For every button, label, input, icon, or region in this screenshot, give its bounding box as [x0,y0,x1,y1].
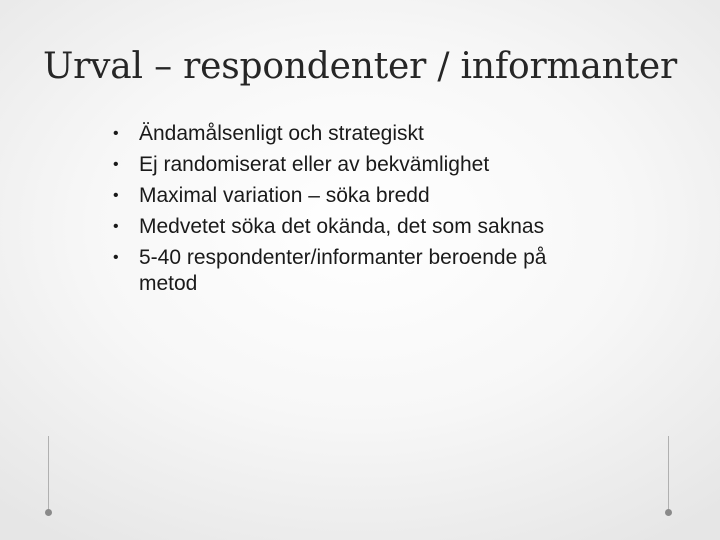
bullet-marker: • [113,156,119,173]
ornament-line [668,436,669,514]
ornament-dot [665,509,672,516]
bullet-item-2 [113,152,573,178]
bullet-text: 5-40 respondenter/informanter beroende på metod [139,246,547,295]
ornament-dot [45,509,52,516]
bullet-marker: • [113,187,119,204]
bullet-text: Ej randomiserat eller av bekvämlighet [139,153,490,176]
bullet-text: Maximal variation – söka bredd [139,184,430,207]
ornament-line [48,436,49,514]
slide-title: Urval – respondenter / informanter [42,46,678,87]
bullet-text: Medvetet söka det okända, det som saknas [139,215,545,238]
bullet-item-3 [113,183,573,209]
bullet-item-1 [113,121,573,147]
right-ornament-pin-icon [667,436,671,516]
left-ornament-pin-icon [47,436,51,516]
bullet-marker: • [113,218,119,235]
bullet-item-4 [113,214,573,240]
bullet-item-5 [113,245,573,297]
bullet-marker: • [113,249,119,266]
bullet-list [113,121,573,302]
bullet-marker: • [113,125,119,142]
bullet-text: Ändamålsenligt och strategiskt [139,122,424,145]
